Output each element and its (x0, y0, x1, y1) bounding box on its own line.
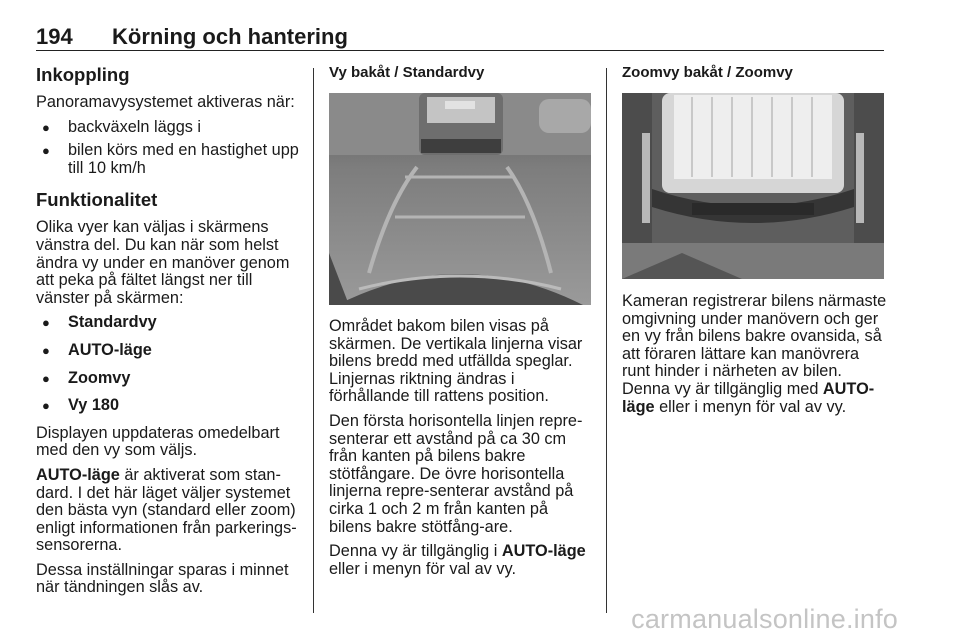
watermark: carmanualsonline.info (631, 604, 898, 634)
section-heading: Funktionalitet (36, 189, 158, 211)
paragraph: Panoramavysystemet aktiveras när: (36, 93, 295, 111)
paragraph (329, 543, 593, 578)
paragraph: Området bakom bilen visas på skärmen. De vertikala linjerna visar bilens bredd med utfällda speglar. Linjernas riktning ändras i förhållande till rattens position. (329, 317, 583, 406)
text: eller i menyn för val av vy. (654, 397, 847, 416)
column-middle (329, 64, 593, 91)
text: Denna vy är tillgänglig i (329, 542, 502, 561)
figure-caption: Vy bakåt / Standardvy (329, 64, 485, 81)
paragraph: Olika vyer kan väljas i skärmens vänstra del. Du kan när som helst ändra vy under en manöver genom att peka på fältet längst ner till vänster på skärmen: (36, 218, 290, 307)
list-item: ● bilen körs med en hastighet upp till 10 km/h (36, 142, 302, 177)
text: är aktiverat som stan-dard. I det här läget väljer systemet den bästa vyn (standard eller zoom) enligt informationen från parkerings-sensorerna. (36, 465, 297, 555)
bold-term: AUTO-läge (501, 542, 586, 561)
paragraph: Displayen uppdateras omedelbart med den vy som väljs. (36, 423, 280, 460)
chapter-title: Körning och hantering (112, 24, 348, 49)
paragraph: Dessa inställningar sparas i minnet när tändningen slås av. (36, 560, 289, 597)
column-left (36, 64, 302, 604)
paragraph: Den första horisontella linjen repre-senterar ett avstånd på ca 30 cm från kanten på bilens bakre stötfångare. De övre horisontella linjerna repre-senterar avstånd på cirka 1 och 2 m från kanten på bilens bakre stötfång-are. (329, 411, 583, 536)
column-right (622, 64, 886, 91)
paragraph (36, 467, 302, 555)
list-item: ● Vy 180 (36, 397, 302, 415)
column-right-text (622, 293, 888, 423)
column-middle-text (329, 318, 593, 585)
column-divider (313, 68, 314, 613)
list-item: ● Zoomvy (36, 370, 302, 388)
list-item: ● Standardvy (36, 314, 302, 332)
bold-term: AUTO-läge (36, 465, 120, 484)
figure-caption: Zoomvy bakåt / Zoomvy (622, 64, 793, 81)
bold-term: AUTO-läge (622, 379, 875, 416)
column-divider (606, 68, 607, 613)
view-list (36, 314, 302, 414)
page-header (36, 20, 884, 51)
text: Kameran registrerar bilens närmaste omgivning under manövern och ger en vy från bilens bakre ovansida, så att föraren lättare kan manövrera runt hinder i närheten av bilen. Denna vy är tillgänglig med (622, 292, 887, 398)
bullet-list (36, 119, 302, 178)
list-item: ● backväxeln läggs i (36, 119, 302, 137)
text: eller i menyn för val av vy. (329, 559, 516, 578)
rear-camera-standard-image (329, 93, 591, 305)
section-heading: Inkoppling (36, 64, 130, 85)
list-item: ● AUTO-läge (36, 342, 302, 360)
rear-camera-zoom-image (622, 93, 884, 279)
paragraph (622, 293, 888, 416)
page-number: 194 (36, 24, 73, 49)
